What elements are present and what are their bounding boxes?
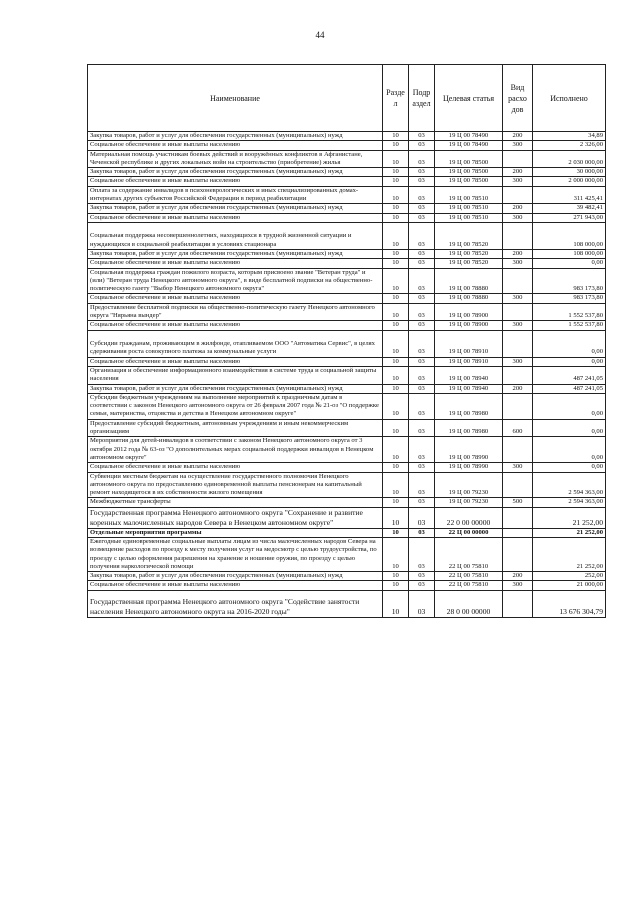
cell-name: Государственная программа Ненецкого автономного округа "Содействие занятости населения Ненецкого автономного округа на 2016-2020 годы" (88, 590, 383, 617)
cell-name: Социальное обеспечение и иные выплаты населению (88, 213, 383, 222)
cell-target-article: 19 Ц 00 78490 (435, 141, 503, 150)
table-row (88, 393, 606, 419)
table-row (88, 384, 606, 393)
table-row (88, 168, 606, 177)
cell-executed: 983 173,80 (533, 268, 606, 294)
cell-executed: 0,00 (533, 437, 606, 463)
cell-name: Субвенции местным бюджетам на осуществление государственного полномочия Ненецкого автономного округа по предоставлению единовременной выплаты пенсионерам на капитальный ремонт находящегося в их собственности жилого помещения (88, 472, 383, 498)
cell-expense-type (503, 507, 533, 528)
cell-name: Закупка товаров, работ и услуг для обеспечения государственных (муниципальных) нужд (88, 132, 383, 141)
cell-target-article: 19 Ц 00 78520 (435, 222, 503, 249)
cell-expense-type (503, 222, 533, 249)
cell-target-article: 22 Ц 00 00000 (435, 528, 503, 537)
cell-expense-type: 200 (503, 384, 533, 393)
cell-expense-type: 200 (503, 204, 533, 213)
cell-executed: 0,00 (533, 330, 606, 357)
cell-subsection: 03 (409, 150, 435, 168)
cell-section: 10 (383, 572, 409, 581)
table-row (88, 507, 606, 528)
cell-section: 10 (383, 150, 409, 168)
table-row (88, 330, 606, 357)
cell-executed: 983 173,80 (533, 294, 606, 303)
cell-target-article: 19 Ц 00 78500 (435, 150, 503, 168)
cell-subsection: 03 (409, 572, 435, 581)
cell-expense-type: 200 (503, 249, 533, 258)
cell-expense-type (503, 186, 533, 204)
cell-name: Социальное обеспечение и иные выплаты населению (88, 463, 383, 472)
cell-section: 10 (383, 177, 409, 186)
cell-name: Закупка товаров, работ и услуг для обеспечения государственных (муниципальных) нужд (88, 168, 383, 177)
header-section: Разде л (383, 65, 409, 132)
cell-target-article: 19 Ц 00 78910 (435, 357, 503, 366)
cell-target-article: 19 Ц 00 78910 (435, 330, 503, 357)
cell-target-article: 19 Ц 00 78940 (435, 366, 503, 384)
cell-section: 10 (383, 437, 409, 463)
cell-expense-type (503, 472, 533, 498)
cell-target-article: 19 Ц 00 78900 (435, 303, 503, 321)
cell-subsection: 03 (409, 437, 435, 463)
cell-section: 10 (383, 498, 409, 507)
cell-subsection: 03 (409, 384, 435, 393)
cell-subsection: 03 (409, 168, 435, 177)
cell-executed: 487 241,05 (533, 384, 606, 393)
cell-expense-type (503, 537, 533, 571)
cell-name: Закупка товаров, работ и услуг для обеспечения государственных (муниципальных) нужд (88, 384, 383, 393)
cell-name: Государственная программа Ненецкого автономного округа "Сохранение и развитие коренных малочисленных народов Севера в Ненецком автономном округе" (88, 507, 383, 528)
cell-expense-type (503, 150, 533, 168)
cell-name: Социальное обеспечение и иные выплаты населению (88, 259, 383, 268)
cell-target-article: 19 Ц 00 78990 (435, 463, 503, 472)
table-row (88, 249, 606, 258)
cell-name: Закупка товаров, работ и услуг для обеспечения государственных (муниципальных) нужд (88, 204, 383, 213)
cell-name: Социальная поддержка несовершеннолетних, находящихся в трудной жизненной ситуации и нуждающихся в социальной реабилитации в условиях стационара (88, 222, 383, 249)
cell-subsection: 03 (409, 528, 435, 537)
cell-expense-type: 300 (503, 141, 533, 150)
cell-expense-type (503, 366, 533, 384)
table-row (88, 357, 606, 366)
cell-executed: 311 425,41 (533, 186, 606, 204)
cell-target-article: 19 Ц 00 78980 (435, 393, 503, 419)
cell-section: 10 (383, 472, 409, 498)
cell-subsection: 03 (409, 186, 435, 204)
table-row (88, 213, 606, 222)
cell-name: Социальное обеспечение и иные выплаты населению (88, 294, 383, 303)
cell-section: 10 (383, 141, 409, 150)
cell-expense-type: 200 (503, 132, 533, 141)
table-row (88, 437, 606, 463)
cell-name: Социальная поддержка граждан пожилого возраста, которым присвоено звание "Ветеран труда" и (или) "Ветеран труда Ненецкого автономного округа", в виде бесплатной подписки на общественно-политическую газету "Выбор Ненецкого автономного округа" (88, 268, 383, 294)
cell-name: Социальное обеспечение и иные выплаты населению (88, 357, 383, 366)
cell-expense-type: 200 (503, 572, 533, 581)
cell-target-article: 22 Ц 00 75810 (435, 572, 503, 581)
cell-subsection: 03 (409, 498, 435, 507)
cell-expense-type: 300 (503, 321, 533, 330)
cell-subsection: 03 (409, 222, 435, 249)
cell-executed: 0,00 (533, 259, 606, 268)
cell-target-article: 22 0 00 00000 (435, 507, 503, 528)
cell-section: 10 (383, 268, 409, 294)
cell-name: Закупка товаров, работ и услуг для обеспечения государственных (муниципальных) нужд (88, 249, 383, 258)
cell-subsection: 03 (409, 590, 435, 617)
cell-target-article: 19 Ц 00 78510 (435, 186, 503, 204)
cell-subsection: 03 (409, 177, 435, 186)
cell-section: 10 (383, 132, 409, 141)
cell-subsection: 03 (409, 537, 435, 571)
cell-section: 10 (383, 528, 409, 537)
cell-target-article: 19 Ц 00 78490 (435, 132, 503, 141)
cell-executed: 1 552 537,80 (533, 303, 606, 321)
cell-name: Межбюджетные трансферты (88, 498, 383, 507)
cell-target-article: 19 Ц 00 79230 (435, 472, 503, 498)
cell-target-article: 19 Ц 00 78510 (435, 213, 503, 222)
table-row (88, 472, 606, 498)
cell-target-article: 19 Ц 00 78520 (435, 259, 503, 268)
page-number: 44 (315, 30, 325, 40)
cell-target-article: 28 0 00 00000 (435, 590, 503, 617)
cell-executed: 1 552 537,80 (533, 321, 606, 330)
cell-section: 10 (383, 463, 409, 472)
cell-executed: 271 943,00 (533, 213, 606, 222)
table-row (88, 581, 606, 590)
cell-subsection: 03 (409, 330, 435, 357)
cell-expense-type (503, 330, 533, 357)
table-row (88, 177, 606, 186)
cell-subsection: 03 (409, 321, 435, 330)
cell-expense-type (503, 303, 533, 321)
cell-subsection: 03 (409, 204, 435, 213)
cell-subsection: 03 (409, 268, 435, 294)
table-row (88, 463, 606, 472)
table-row (88, 590, 606, 617)
cell-executed: 21 252,00 (533, 528, 606, 537)
cell-section: 10 (383, 222, 409, 249)
cell-subsection: 03 (409, 259, 435, 268)
cell-target-article: 19 Ц 00 78990 (435, 437, 503, 463)
cell-target-article: 19 Ц 00 78510 (435, 204, 503, 213)
table-row (88, 204, 606, 213)
table-row (88, 268, 606, 294)
table-row (88, 303, 606, 321)
cell-subsection: 03 (409, 249, 435, 258)
cell-subsection: 03 (409, 393, 435, 419)
cell-target-article: 19 Ц 00 78940 (435, 384, 503, 393)
cell-expense-type (503, 590, 533, 617)
cell-executed: 0,00 (533, 393, 606, 419)
cell-subsection: 03 (409, 357, 435, 366)
cell-executed: 2 000 000,00 (533, 177, 606, 186)
cell-section: 10 (383, 249, 409, 258)
table-row (88, 150, 606, 168)
cell-section: 10 (383, 330, 409, 357)
cell-name: Социальное обеспечение и иные выплаты населению (88, 321, 383, 330)
cell-expense-type: 300 (503, 259, 533, 268)
header-expense-type: Вид расхо дов (503, 65, 533, 132)
cell-executed: 21 252,00 (533, 537, 606, 571)
cell-target-article: 19 Ц 00 78900 (435, 321, 503, 330)
cell-expense-type: 600 (503, 419, 533, 437)
cell-subsection: 03 (409, 366, 435, 384)
budget-execution-table (87, 64, 606, 618)
cell-executed: 2 326,00 (533, 141, 606, 150)
cell-expense-type (503, 437, 533, 463)
cell-section: 10 (383, 303, 409, 321)
cell-section: 10 (383, 213, 409, 222)
cell-name: Субсидии бюджетным учреждениям на выполнение мероприятий к праздничным датам в соответствии с законом Ненецкого автономного округа от 26 февраля 2007 года № 21-оз "О поддержке семьи, материнства, отцовства и детства в Ненецком автономном округе" (88, 393, 383, 419)
cell-expense-type: 300 (503, 294, 533, 303)
cell-section: 10 (383, 384, 409, 393)
cell-expense-type: 300 (503, 213, 533, 222)
cell-section: 10 (383, 590, 409, 617)
cell-target-article: 19 Ц 00 78520 (435, 249, 503, 258)
cell-name: Социальное обеспечение и иные выплаты населению (88, 141, 383, 150)
cell-executed: 108 000,00 (533, 249, 606, 258)
cell-expense-type: 500 (503, 498, 533, 507)
cell-section: 10 (383, 537, 409, 571)
cell-section: 10 (383, 186, 409, 204)
cell-executed: 0,00 (533, 419, 606, 437)
cell-name: Ежегодные единовременные социальные выплаты лицам из числа малочисленных народов Севера на возмещение расходов по проезду к месту получения услуг на медосмотр с целью трудоустройства, по проезду с целью оформления разрешения на хранение и ношение оружия, по проезду с целью получения наркологической помощи (88, 537, 383, 571)
cell-subsection: 03 (409, 419, 435, 437)
table-row (88, 222, 606, 249)
table-row (88, 366, 606, 384)
cell-target-article: 19 Ц 00 78880 (435, 268, 503, 294)
cell-subsection: 03 (409, 507, 435, 528)
cell-section: 10 (383, 393, 409, 419)
cell-section: 10 (383, 507, 409, 528)
cell-section: 10 (383, 357, 409, 366)
cell-expense-type: 300 (503, 177, 533, 186)
cell-target-article: 19 Ц 00 78500 (435, 168, 503, 177)
cell-executed: 39 482,41 (533, 204, 606, 213)
cell-target-article: 19 Ц 00 78500 (435, 177, 503, 186)
cell-subsection: 03 (409, 463, 435, 472)
cell-executed: 21 252,00 (533, 507, 606, 528)
cell-executed: 487 241,05 (533, 366, 606, 384)
cell-expense-type (503, 528, 533, 537)
table-row (88, 141, 606, 150)
table-row (88, 259, 606, 268)
cell-section: 10 (383, 294, 409, 303)
table-row (88, 498, 606, 507)
table-row (88, 321, 606, 330)
cell-name: Социальное обеспечение и иные выплаты населению (88, 177, 383, 186)
cell-subsection: 03 (409, 213, 435, 222)
cell-target-article: 19 Ц 00 78880 (435, 294, 503, 303)
cell-executed: 2 594 363,00 (533, 498, 606, 507)
cell-executed: 30 000,00 (533, 168, 606, 177)
cell-section: 10 (383, 581, 409, 590)
cell-section: 10 (383, 204, 409, 213)
cell-subsection: 03 (409, 472, 435, 498)
table-row (88, 419, 606, 437)
cell-subsection: 03 (409, 581, 435, 590)
cell-subsection: 03 (409, 132, 435, 141)
table-header-row (88, 65, 606, 132)
cell-name: Предоставление бесплатной подписки на общественно-политическую газету Ненецкого автономного округа "Нярьяна вындер" (88, 303, 383, 321)
header-name: Наименование (88, 65, 383, 132)
cell-executed: 0,00 (533, 357, 606, 366)
header-subsection: Подр аздел (409, 65, 435, 132)
cell-executed: 108 000,00 (533, 222, 606, 249)
cell-target-article: 19 Ц 00 78980 (435, 419, 503, 437)
cell-name: Предоставление субсидий бюджетным, автономным учреждениям и иным некоммерческим организациям (88, 419, 383, 437)
table-row (88, 528, 606, 537)
cell-subsection: 03 (409, 294, 435, 303)
cell-executed: 0,00 (533, 463, 606, 472)
cell-section: 10 (383, 259, 409, 268)
cell-expense-type (503, 393, 533, 419)
cell-name: Мероприятия для детей-инвалидов в соответствии с законом Ненецкого автономного округа от 3 октября 2012 года № 63-оз "О дополнительных мерах социальной поддержки инвалидов в Ненецком автономном округе" (88, 437, 383, 463)
cell-expense-type (503, 268, 533, 294)
cell-target-article: 22 Ц 00 75810 (435, 581, 503, 590)
cell-expense-type: 300 (503, 357, 533, 366)
table-row (88, 132, 606, 141)
cell-executed: 252,00 (533, 572, 606, 581)
cell-expense-type: 200 (503, 168, 533, 177)
cell-name: Материальная помощь участникам боевых действий и вооружённых конфликтов в Афганистане, Чеченской республике и других локальных войн на строительство (приобретение) жилья (88, 150, 383, 168)
cell-section: 10 (383, 168, 409, 177)
cell-executed: 34,89 (533, 132, 606, 141)
table-row (88, 537, 606, 571)
cell-section: 10 (383, 419, 409, 437)
cell-name: Социальное обеспечение и иные выплаты населению (88, 581, 383, 590)
table-row (88, 186, 606, 204)
cell-subsection: 03 (409, 141, 435, 150)
table-row (88, 572, 606, 581)
cell-expense-type: 300 (503, 463, 533, 472)
cell-executed: 21 000,00 (533, 581, 606, 590)
cell-executed: 2 030 000,00 (533, 150, 606, 168)
cell-target-article: 19 Ц 00 79230 (435, 498, 503, 507)
cell-target-article: 22 Ц 00 75810 (435, 537, 503, 571)
header-target-article: Целевая статья (435, 65, 503, 132)
cell-expense-type: 300 (503, 581, 533, 590)
cell-name: Отдельные мероприятия программы (88, 528, 383, 537)
header-executed: Исполнено (533, 65, 606, 132)
cell-subsection: 03 (409, 303, 435, 321)
cell-executed: 2 594 363,00 (533, 472, 606, 498)
cell-name: Организация и обеспечение информационного взаимодействия в системе труда и социальной защиты населения (88, 366, 383, 384)
cell-executed: 13 676 304,79 (533, 590, 606, 617)
cell-name: Субсидии гражданам, проживающим в жилфонде, отапливаемом ООО "Автоматика Сервис", в целях сдерживания роста совокупного платежа за коммунальные услуги (88, 330, 383, 357)
cell-section: 10 (383, 321, 409, 330)
cell-section: 10 (383, 366, 409, 384)
cell-name: Оплата за содержание инвалидов в психоневрологических и иных специализированных домах-интернатах других субъектов Российской Федерации в период реабилитации (88, 186, 383, 204)
table-row (88, 294, 606, 303)
cell-name: Закупка товаров, работ и услуг для обеспечения государственных (муниципальных) нужд (88, 572, 383, 581)
